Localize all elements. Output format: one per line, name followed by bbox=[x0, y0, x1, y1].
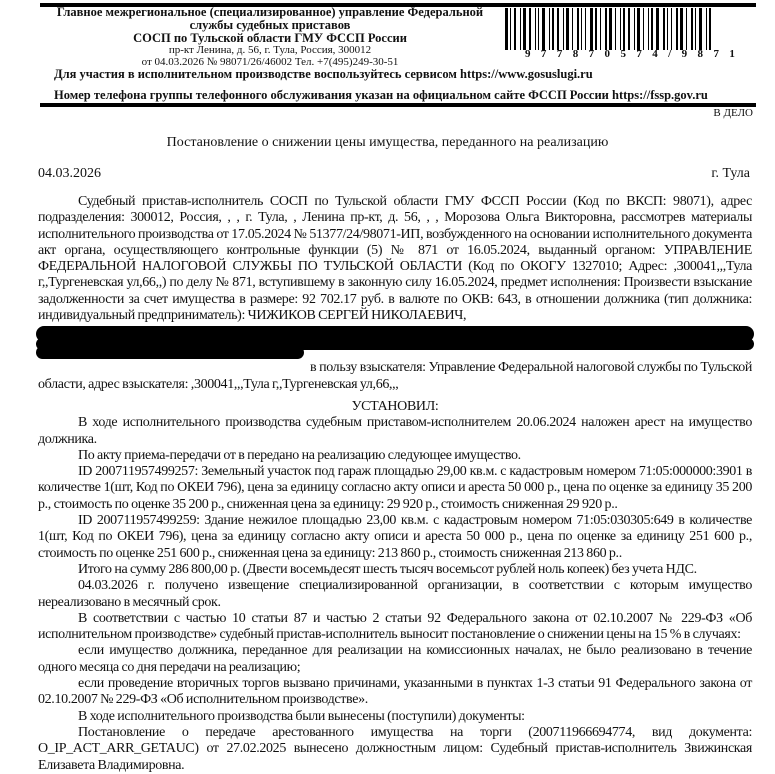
barcode-digit: 7 bbox=[588, 48, 595, 60]
barcode-bar bbox=[695, 8, 696, 50]
barcode-bar bbox=[585, 8, 586, 50]
findings-list bbox=[38, 415, 752, 774]
barcode-bar bbox=[609, 8, 612, 50]
barcode-bar bbox=[577, 8, 579, 50]
barcode-digit: 4 bbox=[652, 48, 658, 60]
barcode bbox=[505, 8, 755, 50]
document-body bbox=[38, 194, 752, 774]
barcode-digits bbox=[505, 48, 755, 60]
barcode-bar bbox=[637, 8, 640, 50]
redacted-gap bbox=[38, 324, 752, 360]
barcode-bar bbox=[566, 8, 569, 50]
finding-paragraph: ID 200711957499259: Здание нежилое площадью 23,00 кв.м. с кадастровым номером 71:05:030305:649 в количестве 1(шт, Код по ОКЕИ 796), цена за единицу согласно акту описи и ареста 50 000 р., цена по оценке за единицу 251 600 р., стоимость по оценке 251 600 р., сниженная цена за единицу: 213 860 р., стоимость сниженная 213 860 р.. bbox=[38, 513, 752, 561]
barcode-digit: 8 bbox=[572, 48, 579, 60]
barcode-bar bbox=[709, 8, 711, 50]
document-title: Постановление о снижении цены имущества, переданного на реализацию bbox=[166, 135, 609, 150]
barcode-digit: 7 bbox=[713, 48, 719, 60]
finding-paragraph: если имущество должника, переданное для реализации на комиссионных началах, не было реализовано в течение одного месяца со дня передачи на реализацию; bbox=[38, 643, 752, 675]
barcode-bar bbox=[552, 8, 554, 50]
barcode-bar bbox=[572, 8, 573, 50]
barcode-bar bbox=[671, 8, 672, 50]
bottom-rule bbox=[40, 103, 756, 107]
filing-stamp: В ДЕЛО bbox=[713, 107, 753, 119]
finding-paragraph: В ходе исполнительного производства судебным приставом-исполнителем 20.06.2024 наложен арест на имущество должника. bbox=[38, 415, 752, 447]
barcode-bar bbox=[648, 8, 649, 50]
barcode-digit: 7 bbox=[540, 48, 547, 60]
established-heading: УСТАНОВИЛ: bbox=[351, 398, 439, 414]
barcode-bar bbox=[656, 8, 659, 50]
barcode-digit: 9 bbox=[681, 48, 688, 60]
barcode-bar bbox=[505, 8, 508, 50]
gosuslugi-note: Для участия в исполнительном производстве воспользуйтесь сервисом https://www.gosuslugi.ru bbox=[54, 67, 593, 81]
phone-note: Номер телефона группы телефонного обслуживания указан на официальном сайте ФССП России https://fssp.gov.ru bbox=[54, 88, 708, 102]
barcode-digit: 7 bbox=[556, 48, 563, 60]
barcode-bar bbox=[699, 8, 702, 50]
barcode-digit: 1 bbox=[729, 48, 735, 60]
barcode-digit: 0 bbox=[604, 48, 611, 60]
barcode-bar bbox=[514, 8, 516, 50]
barcode-bar bbox=[600, 8, 601, 50]
barcode-digit: 8 bbox=[697, 48, 704, 60]
barcode-bar bbox=[615, 8, 616, 50]
barcode-bar bbox=[520, 8, 521, 50]
barcode-bar bbox=[667, 8, 668, 50]
barcode-bar bbox=[634, 8, 635, 50]
barcode-bar bbox=[628, 8, 630, 50]
document-city: г. Тула bbox=[711, 166, 750, 181]
barcode-bar bbox=[557, 8, 559, 50]
barcode-bar bbox=[595, 8, 597, 50]
finding-paragraph: Постановление о передаче арестованного имущества на торги (200711966694774, вид документа: O_IP_ACT_ARR_GETAUC) от 27.02.2025 вынесено должностным лицом: Судебный пристав-исполнитель Звижинская Елизавета Владимировна. bbox=[38, 724, 752, 773]
org-address: пр-кт Ленина, д. 56, г. Тула, Россия, 300012 bbox=[168, 44, 372, 56]
finding-paragraph: ID 200711957499257: Земельный участок под гараж площадью 29,00 кв.м. с кадастровым номером 71:05:000000:3901 в количестве 1(шт, Код по ОКЕИ 796), цена за единицу согласно акту описи и ареста 50 000 р., цена по оценке за единицу 35 200 р., стоимость по оценке 35 200 р., сниженная цена за единицу: 29 920 р., стоимость сниженная 29 920 р.. bbox=[38, 464, 752, 512]
barcode-digit: 5 bbox=[620, 48, 626, 60]
barcode-digit: / bbox=[668, 48, 672, 60]
barcode-bar bbox=[590, 8, 593, 50]
org-line-3: СОСП по Тульской области ГМУ ФССП России bbox=[133, 31, 407, 45]
barcode-bar bbox=[623, 8, 625, 50]
barcode-bar bbox=[529, 8, 531, 50]
intro-paragraph: Судебный пристав-исполнитель СОСП по Тульской области ГМУ ФССП России (Код по ВКСП: 98071), адрес подразделения: 300012, Россия, , , г. Тула, , Ленина пр-кт, д. 56, , , Морозова Ольга Викторовна, рассмотрев материалы исполнительного производства от 17.05.2024 № 51377/24/98071-ИП, возбужденного на основании исполнительного документа акт органа, осуществляющего контрольные функции (5) № 871 от 16.05.2024, выданный органом: УПРАВЛЕНИЕ ФЕДЕРАЛЬНОЙ НАЛОГОВОЙ СЛУЖБЫ ПО ТУЛЬСКОЙ ОБЛАСТИ (Код по ОКОГУ 1327010; Адрес: ,300041,,,Тула г,,Тургеневская ул,66,,) по делу № 871, вступившему в законную силу 16.05.2024, предмет исполнения: Произвести взыскание задолженности за счет имущества в размере: 92 702.17 руб. в валюте по ОКВ: 643, в отношении должника (тип должника: индивидуальный предприниматель): ЧИЖИКОВ СЕРГЕЙ НИКОЛАЕВИЧ, bbox=[38, 194, 752, 324]
barcode-bar bbox=[581, 8, 582, 50]
barcode-bar bbox=[651, 8, 653, 50]
barcode-bar bbox=[535, 8, 536, 50]
redaction-block bbox=[36, 346, 304, 359]
barcode-bar bbox=[549, 8, 550, 50]
finding-paragraph: Итого на сумму 286 800,00 р. (Двести восемьдесят шесть тысяч восемьсот рублей ноль копеек) без учета НДС. bbox=[78, 561, 697, 577]
document-date: 04.03.2026 bbox=[38, 166, 101, 181]
barcode-bar bbox=[542, 8, 545, 50]
barcode-bar bbox=[510, 8, 511, 50]
finding-paragraph: В соответствии с частью 10 статьи 87 и частью 2 статьи 92 Федерального закона от 02.10.2007 № 229-ФЗ «Об исполнительном производстве» судебный пристав-исполнитель выносит постановление о снижении цены на 15 % в случаях: bbox=[38, 610, 752, 643]
finding-paragraph: если проведение вторичных торгов вызвано причинами, указанными в пунктах 1-3 статьи 91 Федерального закона от 02.10.2007 № 229-ФЗ «Об исполнительном производстве». bbox=[38, 676, 752, 708]
issuer-header bbox=[40, 6, 500, 68]
finding-paragraph: В ходе исполнительного производства были вынесены (поступили) документы: bbox=[78, 708, 525, 724]
barcode-bar bbox=[523, 8, 526, 50]
barcode-bar bbox=[676, 8, 678, 50]
barcode-bar bbox=[643, 8, 644, 50]
barcode-digit: 9 bbox=[525, 48, 531, 60]
barcode-bar bbox=[538, 8, 539, 50]
barcode-bar bbox=[691, 8, 693, 50]
barcode-bar bbox=[605, 8, 607, 50]
finding-paragraph: По акту приема-передачи от в передано на реализацию следующее имущество. bbox=[78, 447, 521, 463]
barcode-digit: 7 bbox=[636, 48, 642, 60]
barcode-bar bbox=[686, 8, 687, 50]
barcode-bar bbox=[620, 8, 621, 50]
document-reference: от 04.03.2026 № 98071/26/46002 Тел. +7(495)249-30-51 bbox=[141, 55, 399, 68]
finding-paragraph: 04.03.2026 г. получено извещение специализированной организации, в соответствии с которым имущество нереализовано в месячный срок. bbox=[38, 578, 752, 610]
org-line-1: Главное межрегиональное (специализированное) управление Федеральной bbox=[56, 5, 484, 19]
barcode-bar bbox=[563, 8, 564, 50]
barcode-bar bbox=[680, 8, 683, 50]
claimant-paragraph: в пользу взыскателя: Управление Федеральной налоговой службы по Тульской области, адрес взыскателя: ,300041,,,Тула г,,Тургеневская ул,66,,, bbox=[38, 360, 752, 392]
barcode-bar bbox=[706, 8, 707, 50]
org-line-2: службы судебных приставов bbox=[189, 18, 351, 32]
barcode-bar bbox=[663, 8, 665, 50]
